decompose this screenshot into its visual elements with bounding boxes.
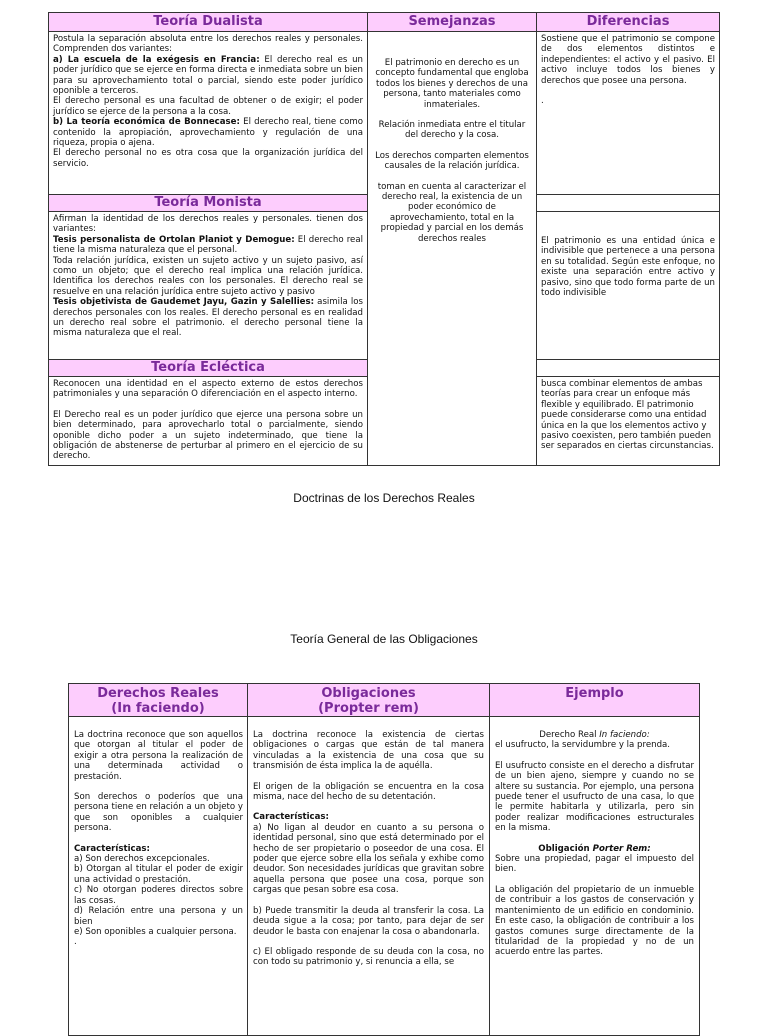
monista-cell: [48, 211, 368, 360]
monista-t1b: Toda relación jurídica, existen un sujeto activo y un sujeto pasivo, así como un objeto; que el derecho real implica una relación jurídica. Identifica los derechos reales con los personales. El derecho real se resuelve en una relación jurídica entre sujeto activo y pasivo: [53, 255, 363, 297]
dr-p1: La doctrina reconoce que son aquellos que otorgan al titular el poder de exigir a otra persona la realización de una determinada actividad o prestación.: [74, 730, 243, 782]
ej-t1-em: In faciendo:: [599, 730, 650, 740]
obligaciones-cell: [247, 716, 490, 1036]
dualista-a-title: a) La escuela de la exégesis en Francia:: [53, 54, 260, 65]
dualista-intro: Postula la separación absoluta entre los derechos reales y personales. Comprenden dos variantes:: [53, 34, 363, 55]
ej-t1-pre: Derecho Real: [539, 730, 600, 740]
title-obligaciones: Teoría General de las Obligaciones: [290, 632, 478, 646]
dr-dot: .: [74, 937, 77, 948]
diferencias-p3: busca combinar elementos de ambas teorías para crear un enfoque más flexible y equilibrado. El patrimonio puede considerarse como una entidad única en la que los elementos activo y pasivo coexisten, pero también pueden ser separados en ciertas circunstancias.: [541, 379, 714, 452]
dualista-a: [53, 55, 363, 97]
eclectica-p1: Reconocen una identidad en el aspecto externo de estos derechos patrimoniales y una separación O diferenciación en el aspecto interno.: [53, 379, 363, 400]
header-obligaciones-line1: Obligaciones: [321, 686, 416, 701]
diferencias-spacer-2: [536, 359, 720, 377]
header-teoria-monista: Teoría Monista: [48, 194, 368, 212]
semejanzas-p3: Los derechos comparten elementos causales de la relación jurídica.: [375, 150, 529, 172]
ej-p1: El usufructo consiste en el derecho a disfrutar de un bien ajeno, siempre y cuando no se altere su sustancia. Por ejemplo, una persona puede tener el usufructo de una casa, lo que le permite habitarla y utilizarla, pero sin poder realizar modificaciones estructurales en la misma.: [495, 760, 694, 834]
diferencias-cell-3: [536, 376, 720, 466]
ej-t2-em: Porter Rem:: [592, 843, 651, 854]
dr-car-title: [74, 844, 243, 854]
semejanzas-p2: Relación inmediata entre el titular del derecho y la cosa.: [378, 120, 526, 141]
ej-t2-text: Sobre una propiedad, pagar el impuesto del bien.: [495, 854, 694, 875]
semejanzas-p4: toman en cuenta al caracterizar el derecho real, la existencia de un poder económico de aprovechamiento, total en la propiedad y parcial en los demás derechos reales: [377, 181, 527, 244]
dualista-b-text: El derecho real, tiene como contenido la apropiación, aprovechamiento y regulación de una riqueza, propia o ajena.: [53, 117, 363, 149]
ob-car-title: [253, 812, 484, 822]
title-doctrinas: Doctrinas de los Derechos Reales: [293, 491, 475, 505]
ej-t1-text: el usufructo, la servidumbre y la prenda.: [495, 740, 671, 751]
eclectica-p2: El Derecho real es un poder jurídico que ejerce una persona sobre un bien determinado, para aprovecharlo total o parcialmente, siendo oponible dicho poder a un sujeto indeterminado, que tiene la obligación de abstenerse de perturbar al primero en el ejercicio de su derecho.: [53, 409, 363, 462]
monista-t1-title: Tesis personalista de Ortolan Planiot y Demogue:: [53, 234, 295, 245]
monista-t1-text: El derecho real tiene la misma naturaleza que el personal.: [53, 234, 363, 256]
dualista-b-title: b) La teoría económica de Bonnecase:: [53, 117, 240, 128]
dr-p2: Son derechos o poderíos que una persona tiene en relación a un objeto y que son oponibles a cualquier persona.: [74, 792, 243, 834]
diferencias-cell-1: [536, 31, 720, 195]
monista-t2-title: Tesis objetivista de Gaudemet Jayu, Gazin y Salellies:: [53, 297, 315, 308]
ob-c: c) El obligado responde de su deuda con la cosa, no con todo su patrimonio y, si renuncia a ella, se: [253, 946, 484, 968]
monista-t2-text: asimila los derechos personales con los reales. El derecho personal es en realidad un derecho real sobre el patrimonio. el derecho personal tiene la misma naturaleza que el real.: [53, 297, 363, 339]
monista-t2: [53, 297, 363, 339]
header-ejemplo: Ejemplo: [489, 683, 700, 717]
dualista-cell: [48, 31, 368, 195]
ej-t1: [495, 730, 694, 740]
monista-intro: Afirman la identidad de los derechos reales y personales. tienen dos variantes:: [53, 214, 363, 235]
dr-item-e: e) Son oponibles a cualquier persona.: [74, 926, 237, 937]
header-derechos-reales: [68, 683, 248, 717]
ob-p2: El origen de la obligación se encuentra en la cosa misma, nace del hecho de su detentación.: [253, 781, 484, 803]
header-obligaciones-line2: (Propter rem): [318, 701, 419, 716]
ob-car-title-text: Características:: [253, 812, 329, 823]
diferencias-p1-dot: .: [541, 96, 544, 107]
ob-a: a) No ligan al deudor en cuanto a su persona o identidad personal, sino que está determinado por el hecho de ser propietario o poseedor de una cosa. El poder que ejerce sobre ella los señala y exhibe como deudor. Son necesidades jurídicas que gravitan sobre aquella persona que posee una cosa, porque son cargas que pesan sobre esa cosa.: [253, 822, 484, 896]
dr-item-c: c) No otorgan poderes directos sobre las cosas.: [74, 885, 243, 906]
eclectica-cell: [48, 376, 368, 466]
ob-p1: La doctrina reconoce la existencia de ciertas obligaciones o cargas que están de tal manera vinculadas a la existencia de una cosa que su transmisión de ésta implica la de aquélla.: [253, 730, 484, 772]
ejemplo-cell: [489, 716, 700, 1036]
header-diferencias: Diferencias: [536, 12, 720, 32]
semejanzas-p1: El patrimonio en derecho es un concepto fundamental que engloba todos los bienes y derechos de una persona, tanto materiales como inmateriales.: [375, 58, 529, 110]
ej-p2: La obligación del propietario de un inmueble de contribuir a los gastos de conservación y mantenimiento de un edificio en condominio. En este caso, la obligación de contribuir a los gastos comunes surge directamente de la titularidad de la propiedad y no de un acuerdo entre las partes.: [495, 884, 694, 958]
header-derechos-reales-line1: Derechos Reales: [97, 686, 219, 701]
dualista-a-text: El derecho real es un poder jurídico que se ejerce en forma directa e inmediata sobre un bien para su aprovechamiento total o parcial, siendo este poder jurídico oponible a terceros.: [53, 54, 363, 97]
dualista-a2: El derecho personal es una facultad de obtener o de exigir; el poder jurídico se ejerce de la persona a la cosa.: [53, 96, 363, 117]
diferencias-cell-2: [536, 211, 720, 360]
ej-t2-pre: Obligación: [538, 843, 593, 854]
semejanzas-cell: [367, 31, 537, 466]
header-teoria-eclectica: Teoría Ecléctica: [48, 359, 368, 377]
ob-b: b) Puede transmitir la deuda al transferir la cosa. La deuda sigue a la cosa; por tanto, para dejar de ser deudor le basta con enajenar la cosa o abandonarla.: [253, 905, 484, 937]
header-semejanzas: Semejanzas: [367, 12, 537, 32]
dualista-b2: El derecho personal no es otra cosa que la organización jurídica del servicio.: [53, 148, 363, 169]
dualista-b: [53, 117, 363, 148]
dr-car-title-text: Características:: [74, 843, 150, 854]
monista-t1: [53, 235, 363, 256]
ej-t2: [495, 844, 694, 854]
diferencias-p1: Sostiene que el patrimonio se compone de dos elementos distintos e independientes: el activo y el pasivo. El activo incluye todos los bienes y derechos que posee una persona.: [541, 34, 715, 86]
diferencias-p2: El patrimonio es una entidad única e indivisible que pertenece a una persona en su totalidad. Según este enfoque, no existe una separación entre activo y pasivo, sino que todo forma parte de un todo indivisible: [541, 236, 715, 299]
derechos-reales-cell: [68, 716, 248, 1036]
dr-item-b: b) Otorgan al titular el poder de exigir una actividad o prestación.: [74, 864, 243, 885]
diferencias-spacer-1: [536, 194, 720, 212]
header-obligaciones: [247, 683, 490, 717]
dr-item-d: d) Relación entre una persona y un bien: [74, 906, 243, 927]
dr-item-a: a) Son derechos excepcionales.: [74, 854, 210, 865]
header-teoria-dualista: Teoría Dualista: [48, 12, 368, 32]
header-derechos-reales-line2: (In faciendo): [111, 701, 205, 716]
